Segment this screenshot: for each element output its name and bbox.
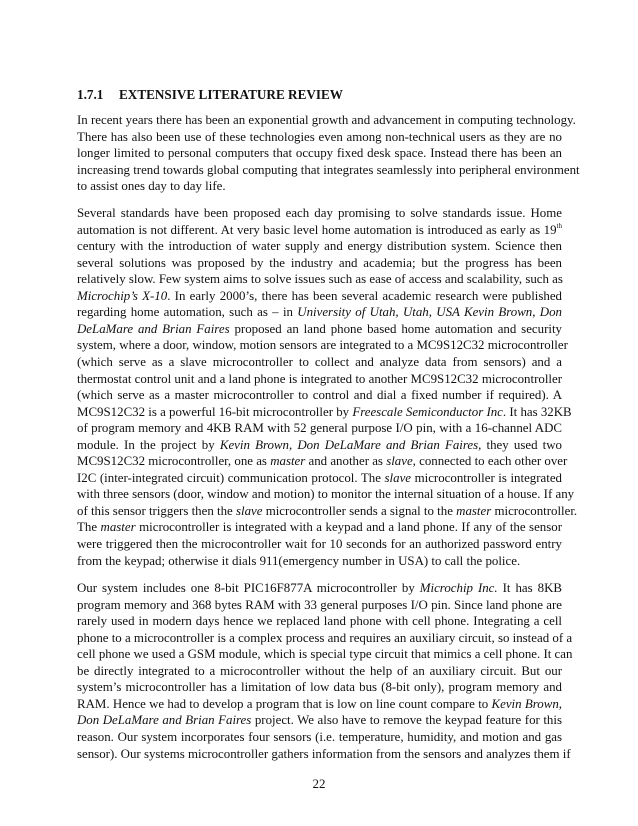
- text-run: longer limited to personal computers that occupy fixed desk space. Instead there has been an: [77, 146, 562, 161]
- text-run: be directly integrated to a microcontroller without the help of an auxiliary circuit. But our: [77, 663, 562, 678]
- text-line: [77, 387, 562, 403]
- text-run: The: [77, 520, 101, 535]
- italic-text: master: [270, 454, 306, 469]
- italic-text: Kevin Brown, Don DeLaMare and Brian Faires,: [219, 437, 482, 452]
- text-run: system, where a door, window, motion sensors are integrated to a MC9S12C32 microcontroller: [77, 338, 568, 353]
- text-run: cell phone we used a GSM module, which is special type circuit that mimics a cell phone. It can: [77, 647, 573, 662]
- text-run: microcontroller is integrated: [411, 470, 562, 485]
- text-line: [77, 162, 580, 178]
- text-run: increasing trend towards global computing that integrates seamlessly into peripheral environment: [77, 162, 580, 177]
- text-run: In recent years there has been an exponential growth and advancement in computing technology.: [77, 113, 576, 127]
- text-line: [77, 453, 568, 469]
- text-run: automation is not different. At very basic level home automation is introduced as early as 19: [77, 222, 557, 237]
- text-run: MC9S12C32 is a powerful 16-bit microcontroller by: [77, 404, 353, 419]
- text-line: [77, 696, 562, 712]
- italic-text: Kevin Brown,: [491, 696, 562, 711]
- text-run: reason. Our system incorporates four sensors (i.e. temperature, humidity, and motion and gas: [77, 729, 562, 744]
- text-run: they used two: [481, 437, 563, 452]
- text-run: regarding home automation, such as – in: [77, 305, 298, 320]
- text-run: Several standards have been proposed each day promising to solve standards issue. Home: [77, 206, 562, 220]
- text-line: [77, 222, 562, 238]
- text-run: (which serve as a master microcontroller to control and dial a fixed number if required). A: [77, 388, 562, 403]
- text-run: and another as: [305, 454, 387, 469]
- text-run: of program memory and 4KB RAM with 52 general purpose I/O pin, with a 16-channel ADC: [77, 421, 562, 436]
- text-line: [77, 470, 562, 486]
- text-run: program memory and 368 bytes RAM with 33 general purposes I/O pin. Since land phone are: [77, 597, 562, 612]
- text-line: [77, 321, 562, 337]
- text-line: [77, 580, 562, 596]
- text-run: . It has 32KB: [502, 404, 572, 419]
- italic-text: Freescale Semiconductor Inc: [352, 404, 503, 419]
- page-number: 22: [312, 776, 326, 791]
- text-run: several solutions was proposed by the industry and academia; but the progress has been: [77, 255, 562, 270]
- text-run: microcontroller.: [491, 503, 578, 518]
- text-run: proposed an land phone based home automation and security: [229, 321, 562, 336]
- text-line: [77, 205, 562, 221]
- text-line: [77, 112, 576, 128]
- text-run: MC9S12C32 microcontroller, one as: [77, 454, 271, 469]
- section-heading: [77, 87, 343, 103]
- text-run: to assist ones day to day life.: [77, 179, 226, 194]
- text-run: from the keypad; otherwise it dials 911(emergency number in USA) to call the police.: [77, 553, 521, 568]
- text-line: [77, 630, 573, 646]
- text-line: [77, 178, 562, 194]
- text-run: Our system includes one 8-bit PIC16F877A microcontroller by: [77, 581, 420, 595]
- text-run: It has 8KB: [497, 581, 562, 595]
- text-run: There has also been use of these technologies even among non-technical users as they are no: [77, 129, 562, 144]
- text-line: [77, 486, 575, 502]
- italic-text: master: [456, 503, 492, 518]
- text-run: relatively slow. Few system aims to solve issues such as ease of access and scalability, such as: [77, 272, 563, 287]
- text-line: [77, 337, 568, 353]
- section-title: EXTENSIVE LITERATURE REVIEW: [119, 87, 343, 102]
- text-run: (which serve as a slave microcontroller to collect and analyze data from sensors) and a: [77, 354, 562, 369]
- text-run: with three sensors (door, window and motion) to monitor the internal situation of a house. If any: [77, 487, 575, 502]
- text-run: rarely used in modern days hence we replaced land phone with cell phone. Integrating a cell: [77, 614, 562, 629]
- text-run: system’s microcontroller has a limitation of low data bus (8-bit only), program memory and: [77, 680, 562, 695]
- text-line: [77, 613, 562, 629]
- text-run: I2C (inter-integrated circuit) communication protocol. The: [77, 470, 385, 485]
- text-line: [77, 553, 562, 569]
- text-line: [77, 437, 562, 453]
- text-run: microcontroller is integrated with a keypad and a land phone. If any of the sensor: [135, 520, 562, 535]
- text-line: [77, 271, 562, 287]
- text-line: [77, 255, 562, 271]
- text-line: [77, 729, 562, 745]
- text-run: microcontroller sends a signal to the: [262, 503, 457, 518]
- italic-text: University of Utah, Utah, USA Kevin Brown, Don: [297, 305, 562, 320]
- italic-text: slave,: [386, 454, 416, 469]
- text-line: [77, 288, 562, 304]
- text-line: [77, 597, 562, 613]
- text-run: were triggered then the microcontroller wait for 10 seconds for an authorized password entry: [77, 537, 562, 551]
- text-line: [77, 536, 562, 552]
- text-run: thermostat control unit and a land phone is integrated to another MC9S12C32 microcontroller: [77, 371, 562, 386]
- text-line: [77, 663, 562, 679]
- text-line: [77, 420, 562, 436]
- text-run: RAM. Hence we had to develop a program that is low on line count compare to: [77, 696, 492, 711]
- text-run: module. In the project by: [77, 437, 220, 452]
- text-line: [77, 746, 571, 762]
- text-run: century with the introduction of water supply and energy distribution system. Science then: [77, 239, 562, 254]
- text-line: [77, 646, 573, 662]
- text-run: of this sensor triggers then the: [77, 503, 236, 518]
- text-line: [77, 238, 562, 254]
- section-number: 1.7.1: [77, 87, 104, 102]
- text-line: [77, 145, 562, 161]
- text-run: phone to a microcontroller is a complex process and requires an auxiliary circuit, so instead of a: [77, 630, 573, 645]
- text-run: connected to each other over: [415, 454, 568, 469]
- italic-text: Don DeLaMare and Brian Faires: [77, 713, 252, 728]
- text-line: [77, 354, 562, 370]
- text-line: [77, 503, 578, 519]
- text-line: [77, 404, 572, 420]
- text-line: [77, 679, 562, 695]
- text-line: [77, 129, 562, 145]
- superscript: th: [556, 221, 562, 230]
- italic-text: slave: [235, 503, 263, 518]
- text-run: sensor). Our systems microcontroller gathers information from the sensors and analyzes them if: [77, 746, 571, 761]
- text-line: [77, 371, 562, 387]
- italic-text: master: [100, 520, 136, 535]
- italic-text: Microchip Inc.: [419, 581, 498, 595]
- text-line: [77, 519, 562, 535]
- text-run: . In early 2000’s, there has been several academic research were published: [167, 288, 562, 303]
- italic-text: DeLaMare and Brian Faires: [77, 321, 230, 336]
- text-line: [77, 304, 562, 320]
- text-run: project. We also have to remove the keypad feature for this: [251, 713, 562, 728]
- italic-text: Microchip’s X-10: [77, 288, 168, 303]
- text-line: [77, 712, 562, 728]
- italic-text: slave: [384, 470, 412, 485]
